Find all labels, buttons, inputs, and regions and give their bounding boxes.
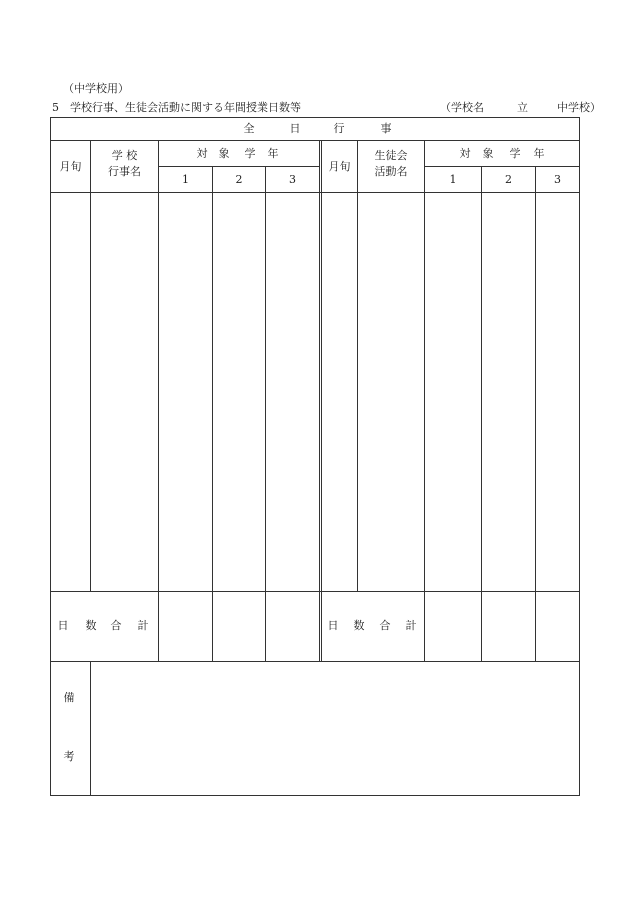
banner-char-2: 日 <box>289 122 301 135</box>
right-month-header: 月旬 <box>328 159 351 173</box>
left-target-char-1: 対 <box>196 147 208 160</box>
left-total-char-2: 数 <box>85 619 97 632</box>
left-events-entry-area <box>51 193 319 591</box>
left-total-char-3: 合 <box>110 619 122 632</box>
banner-char-4: 事 <box>380 122 392 135</box>
left-target-char-2: 象 <box>218 147 230 160</box>
right-target-char-3: 学 <box>509 147 521 160</box>
remarks-char-2: 考 <box>63 750 75 763</box>
right-total-char-4: 計 <box>405 619 417 632</box>
left-target-char-3: 学 <box>244 147 256 160</box>
left-grade-2: 2 <box>235 172 243 186</box>
left-grade-1: 1 <box>182 172 189 186</box>
left-target-char-4: 年 <box>267 147 279 160</box>
remarks-char-1: 備 <box>63 691 75 704</box>
banner-char-3: 行 <box>333 122 345 135</box>
school-name-close: 中学校） <box>557 101 601 114</box>
school-name-ritsu: 立 <box>517 101 528 114</box>
right-total-char-1: 日 <box>327 619 339 632</box>
right-target-char-2: 象 <box>482 147 494 160</box>
right-grade-1: 1 <box>449 172 457 186</box>
left-month-header: 月旬 <box>59 159 82 173</box>
right-total-char-3: 合 <box>379 619 391 632</box>
form-subtitle: （中学校用） <box>63 82 129 95</box>
school-name-open: （学校名 <box>440 101 484 114</box>
form-title: 5 学校行事、生徒会活動に関する年間授業日数等 <box>52 101 301 114</box>
right-grade-3: 3 <box>554 172 561 186</box>
banner-char-1: 全 <box>243 122 255 135</box>
right-event-header-line1: 生徒会 <box>374 149 408 162</box>
right-target-char-4: 年 <box>533 147 545 160</box>
left-total-char-1: 日 <box>57 619 69 632</box>
right-total-char-2: 数 <box>353 619 365 632</box>
remarks-entry-area <box>91 662 579 795</box>
right-event-header-line2: 活動名 <box>374 165 408 178</box>
left-event-header-line2: 行事名 <box>108 165 141 178</box>
right-activities-entry-area <box>322 193 579 591</box>
right-grade-2: 2 <box>505 172 512 186</box>
left-grade-3: 3 <box>289 172 296 186</box>
left-event-header-line1: 学 校 <box>111 149 138 162</box>
left-total-char-4: 計 <box>137 619 149 632</box>
right-target-char-1: 対 <box>459 147 471 160</box>
